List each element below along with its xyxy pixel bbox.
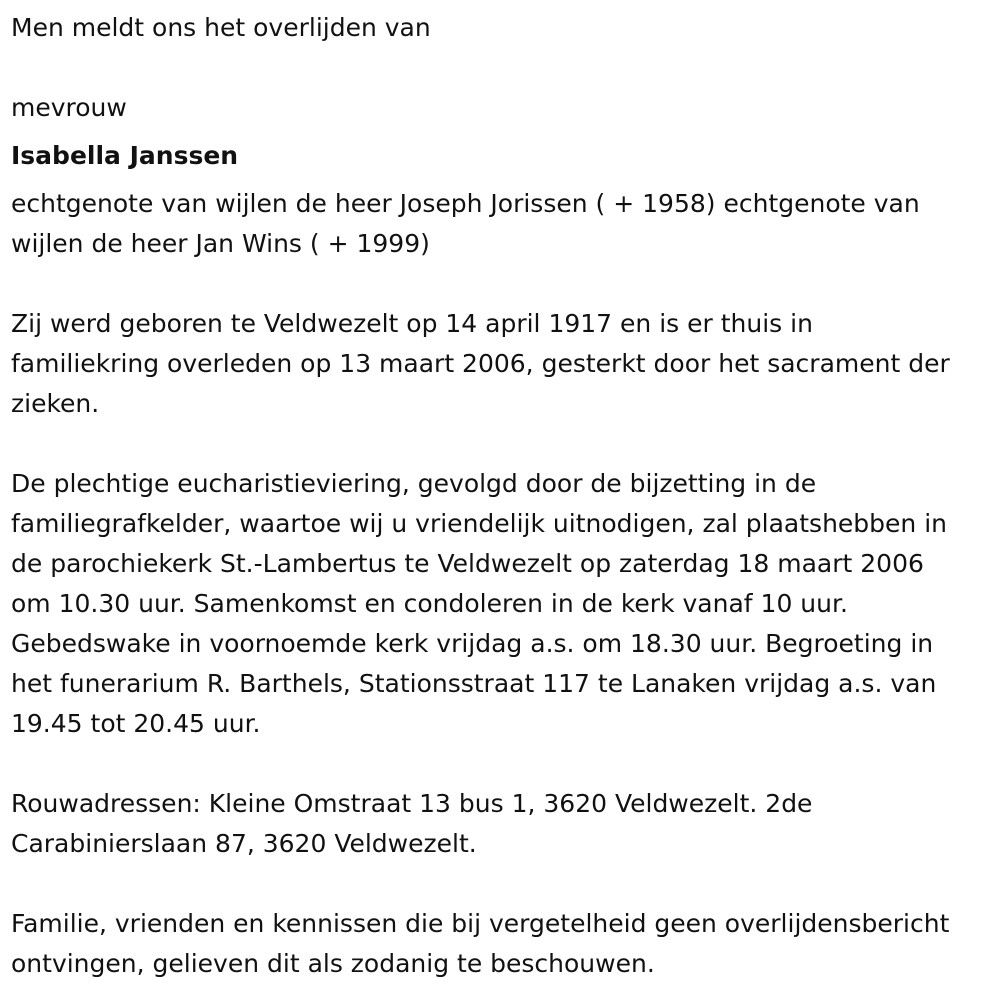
closing-text: Familie, vrienden en kennissen die bij vergetelheid geen overlijdensbericht ontvingen, gelieven dit als zodanig te beschouwen. [11, 909, 950, 978]
addresses-text: Rouwadressen: Kleine Omstraat 13 bus 1, 3620 Veldwezelt. 2de Carabinierslaan 87, 3620 Veldwezelt. [11, 789, 813, 858]
spacer [11, 48, 965, 88]
deceased-name: Isabella Janssen [11, 141, 239, 170]
birth-death-text: Zij werd geboren te Veldwezelt op 14 april 1917 en is er thuis in familiekring overleden op 13 maart 2006, gesterkt door het sacrament der zieken. [11, 309, 950, 418]
spacer [11, 744, 965, 784]
spacer [11, 128, 965, 136]
honorific: mevrouw [11, 93, 127, 122]
ceremony-text: De plechtige eucharistieviering, gevolgd door de bijzetting in de familiegrafkelder, waartoe wij u vriendelijk uitnodigen, zal plaatshebben in de parochiekerk St.-Lambertus te Veldwezelt op zaterdag 18 maart 2006 om 10.30 uur. Samenkomst en condoleren in de kerk vanaf 10 uur. Gebedswake in voornoemde kerk vrijdag a.s. om 18.30 uur. Begroeting in het funerarium R. Barthels, Stationsstraat 117 te Lanaken vrijdag a.s. van 19.45 tot 20.45 uur. [11, 469, 947, 738]
spacer [11, 176, 965, 184]
spacer [11, 424, 965, 464]
intro-text: Men meldt ons het overlijden van [11, 13, 431, 42]
spacer [11, 264, 965, 304]
spacer [11, 864, 965, 904]
spouse-text: echtgenote van wijlen de heer Joseph Jorissen ( + 1958) echtgenote van wijlen de heer Jan Wins ( + 1999) [11, 189, 920, 258]
